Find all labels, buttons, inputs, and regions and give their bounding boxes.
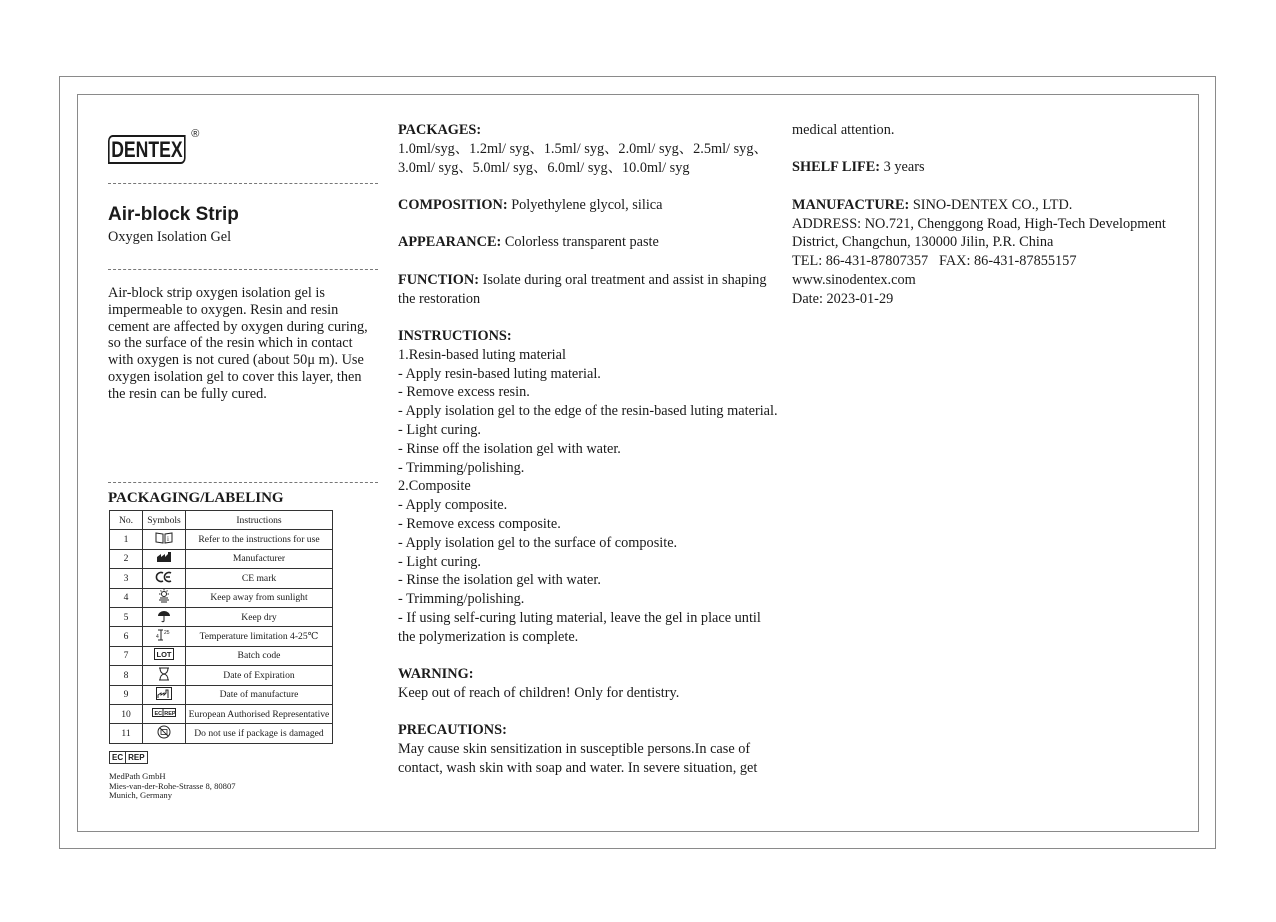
shelf-life-value: 3 years bbox=[883, 159, 925, 176]
row-no: 3 bbox=[110, 569, 143, 588]
row-no: 7 bbox=[110, 646, 143, 665]
header-instructions: Instructions bbox=[186, 511, 333, 530]
symbol-cell bbox=[143, 685, 186, 704]
symbol-cell bbox=[143, 724, 186, 743]
hourglass-icon bbox=[158, 667, 170, 681]
divider bbox=[108, 482, 378, 483]
composition-label: COMPOSITION: bbox=[398, 196, 508, 213]
precautions-label: PRECAUTIONS: bbox=[398, 722, 507, 739]
row-instruction: CE mark bbox=[186, 569, 333, 588]
row-no: 2 bbox=[110, 549, 143, 568]
packages-line: 1.0ml/syg、1.2ml/ syg、1.5ml/ syg、2.0ml/ syg、2.5ml/ syg、 bbox=[398, 140, 768, 157]
instructions-section bbox=[398, 327, 778, 647]
symbol-cell bbox=[143, 627, 186, 646]
table-row bbox=[110, 607, 333, 626]
representative-address bbox=[109, 772, 236, 801]
packaging-title: PACKAGING/LABELING bbox=[108, 490, 284, 506]
row-instruction: Batch code bbox=[186, 646, 333, 665]
instruction-line: 1.Resin-based luting material bbox=[398, 346, 566, 363]
table-row bbox=[110, 627, 333, 646]
symbol-cell bbox=[143, 588, 186, 607]
fax-text: FAX: 86-431-87855157 bbox=[938, 253, 1077, 270]
function-label: FUNCTION: bbox=[398, 271, 480, 288]
instruction-line: - Remove excess resin. bbox=[398, 384, 530, 401]
shelf-life-label: SHELF LIFE: bbox=[792, 159, 881, 176]
row-instruction: Date of manufacture bbox=[186, 685, 333, 704]
do-not-use-damaged-icon bbox=[157, 725, 171, 739]
instruction-line: - If using self-curing luting material, leave the gel in place until the polymerization is complete. bbox=[398, 609, 761, 645]
logo-text: DENTEX bbox=[108, 135, 186, 164]
function-value: Isolate during oral treatment and assist in shaping the restoration bbox=[398, 271, 767, 307]
shelf-life-section bbox=[792, 158, 1172, 177]
symbols-table bbox=[109, 510, 333, 744]
appearance-label: APPEARANCE: bbox=[398, 234, 502, 251]
row-instruction: Keep away from sunlight bbox=[186, 588, 333, 607]
row-no: 5 bbox=[110, 607, 143, 626]
warning-section bbox=[398, 665, 778, 703]
appearance-section bbox=[398, 233, 778, 252]
rep-text: REP bbox=[128, 753, 145, 762]
right-column bbox=[792, 121, 1172, 327]
row-no: 4 bbox=[110, 588, 143, 607]
instruction-line: - Apply isolation gel to the surface of composite. bbox=[398, 534, 678, 551]
precautions-text: May cause skin sensitization in susceptible persons.In case of contact, wash skin with soap and water. In severe situation, get bbox=[398, 741, 758, 776]
instructions-book-icon bbox=[155, 532, 173, 544]
divider bbox=[108, 183, 378, 184]
instruction-line: 2.Composite bbox=[398, 478, 471, 495]
table-row bbox=[110, 530, 333, 549]
date-text: Date: 2023-01-29 bbox=[792, 290, 894, 307]
row-no: 6 bbox=[110, 627, 143, 646]
table-row bbox=[110, 704, 333, 723]
rep-address-line: Mies-van-der-Rohe-Strasse 8, 80807 bbox=[109, 780, 236, 791]
warning-label: WARNING: bbox=[398, 666, 474, 683]
product-subtitle: Oxygen Isolation Gel bbox=[108, 229, 232, 245]
header-no: No. bbox=[110, 511, 143, 530]
rep-address-line: MedPath GmbH bbox=[109, 771, 166, 781]
instruction-line: - Apply composite. bbox=[398, 497, 508, 514]
precautions-continued-text: medical attention. bbox=[792, 122, 895, 138]
symbol-cell bbox=[143, 569, 186, 588]
tel-fax-line bbox=[792, 252, 1172, 271]
instruction-line: - Apply isolation gel to the edge of the resin-based luting material. bbox=[398, 403, 778, 420]
svg-text:REP: REP bbox=[164, 710, 176, 717]
row-instruction: Manufacturer bbox=[186, 549, 333, 568]
precautions-continued bbox=[792, 121, 1172, 140]
svg-text:25: 25 bbox=[164, 630, 170, 637]
instruction-line: - Remove excess composite. bbox=[398, 515, 561, 532]
table-row bbox=[110, 569, 333, 588]
instruction-line: - Apply resin-based luting material. bbox=[398, 365, 601, 382]
divider bbox=[108, 269, 378, 270]
lot-icon bbox=[154, 648, 174, 660]
svg-text:LOT: LOT bbox=[156, 650, 172, 660]
website-text: www.sinodentex.com bbox=[792, 271, 916, 288]
row-instruction: Temperature limitation 4-25℃ bbox=[186, 627, 333, 646]
symbol-cell bbox=[143, 666, 186, 685]
instruction-line: - Light curing. bbox=[398, 553, 481, 570]
svg-text:4: 4 bbox=[156, 634, 159, 641]
table-row bbox=[110, 588, 333, 607]
instruction-line: - Rinse the isolation gel with water. bbox=[398, 572, 601, 589]
composition-value: Polyethylene glycol, silica bbox=[511, 196, 663, 213]
table-row bbox=[110, 666, 333, 685]
row-no: 1 bbox=[110, 530, 143, 549]
instruction-line: - Light curing. bbox=[398, 421, 481, 438]
table-header-row bbox=[110, 511, 333, 530]
row-instruction: Refer to the instructions for use bbox=[186, 530, 333, 549]
table-row bbox=[110, 685, 333, 704]
row-instruction: Keep dry bbox=[186, 607, 333, 626]
row-instruction: Do not use if package is damaged bbox=[186, 724, 333, 743]
ce-mark-icon bbox=[155, 571, 173, 583]
function-section bbox=[398, 271, 778, 309]
row-no: 9 bbox=[110, 685, 143, 704]
table-row bbox=[110, 549, 333, 568]
composition-section bbox=[398, 196, 778, 215]
symbol-cell bbox=[143, 607, 186, 626]
warning-text: Keep out of reach of children! Only for dentistry. bbox=[398, 684, 680, 701]
temperature-icon bbox=[155, 628, 173, 642]
address-text: ADDRESS: NO.721, Chenggong Road, High-Tech Development District, Changchun, 130000 Jilin, P.R. China bbox=[792, 215, 1166, 251]
packages-line: 3.0ml/ syg、5.0ml/ syg、6.0ml/ syg、10.0ml/ syg bbox=[398, 159, 690, 176]
middle-column bbox=[398, 121, 778, 796]
sunlight-icon bbox=[156, 589, 172, 603]
registered-mark: ® bbox=[191, 128, 200, 140]
ec-rep-icon bbox=[152, 708, 176, 717]
dentex-logo bbox=[108, 128, 378, 166]
manufacture-section bbox=[792, 196, 1172, 309]
row-instruction: European Authorised Representative bbox=[186, 704, 333, 723]
table-row bbox=[110, 724, 333, 743]
row-instruction: Date of Expiration bbox=[186, 666, 333, 685]
manufacture-label: MANUFACTURE: bbox=[792, 196, 910, 213]
symbol-cell bbox=[143, 646, 186, 665]
instruction-line: - Trimming/polishing. bbox=[398, 591, 525, 608]
appearance-value: Colorless transparent paste bbox=[504, 234, 659, 251]
packages-section bbox=[398, 121, 778, 177]
manufacturer-factory-icon bbox=[156, 551, 172, 563]
ec-rep-label bbox=[109, 751, 148, 764]
row-no: 10 bbox=[110, 704, 143, 723]
precautions-section bbox=[398, 721, 778, 777]
row-no: 11 bbox=[110, 724, 143, 743]
instruction-line: - Rinse off the isolation gel with water. bbox=[398, 440, 621, 457]
tel-text: TEL: 86-431-87807357 bbox=[792, 253, 929, 270]
svg-text:i: i bbox=[167, 535, 169, 544]
instruction-line: - Trimming/polishing. bbox=[398, 459, 525, 476]
svg-text:EC: EC bbox=[154, 710, 163, 717]
rep-address-line: Munich, Germany bbox=[109, 790, 173, 801]
symbol-cell bbox=[143, 530, 186, 549]
left-column bbox=[108, 128, 378, 403]
packages-label: PACKAGES: bbox=[398, 122, 482, 138]
ec-text: EC bbox=[110, 752, 126, 763]
product-description: Air-block strip oxygen isolation gel is impermeable to oxygen. Resin and resin cement are affected by oxygen during curing, so the surface of the resin which in contact with oxygen is not cured (about 50μ m). Use oxygen isolation gel to cover this layer, then the resin can be fully cured. bbox=[108, 285, 368, 402]
header-symbols: Symbols bbox=[143, 511, 186, 530]
instructions-label: INSTRUCTIONS: bbox=[398, 327, 512, 344]
manufacture-value: SINO-DENTEX CO., LTD. bbox=[912, 196, 1073, 213]
umbrella-icon bbox=[157, 609, 171, 623]
row-no: 8 bbox=[110, 666, 143, 685]
symbol-cell bbox=[143, 704, 186, 723]
table-row bbox=[110, 646, 333, 665]
symbol-cell bbox=[143, 549, 186, 568]
manufacture-date-icon bbox=[156, 687, 172, 700]
product-title: Air-block Strip bbox=[108, 204, 239, 225]
